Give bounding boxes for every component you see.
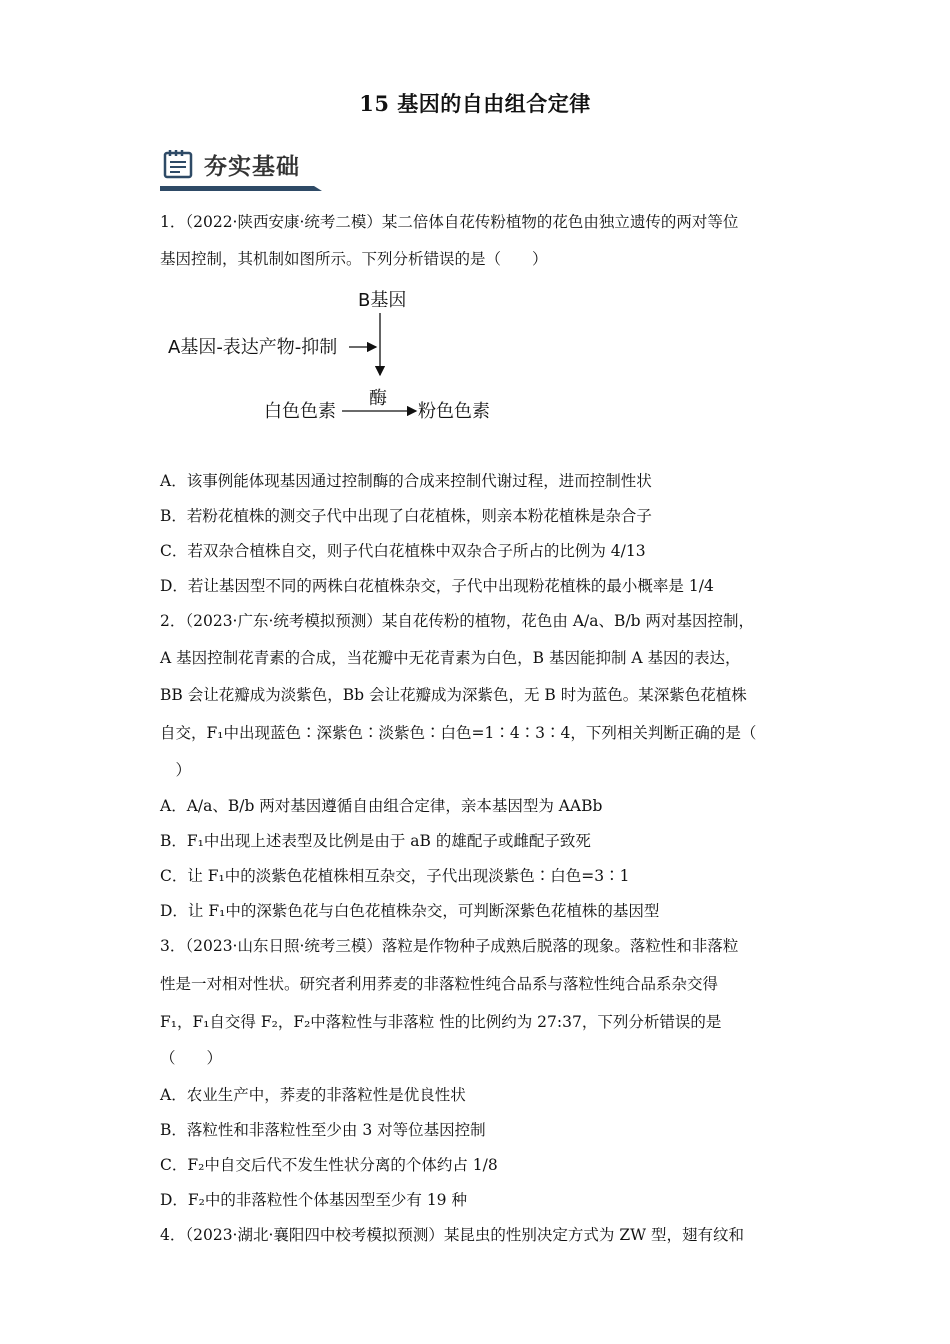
q1-option-c: C．若双杂合植株自交，则子代白花植株中双杂合子所占的比例为 4/13 (160, 542, 646, 560)
question-2-line-1: 2．（2023·广东·统考模拟预测）某自花传粉的植物，花色由 A/a、B/b 两对基因控制， (160, 612, 754, 630)
b-gene-label: B基因 (358, 290, 407, 311)
q3-option-c: C．F₂中自交后代不发生性状分离的个体约占 1/8 (160, 1156, 498, 1174)
question-2-line-4: 自交，F₁中出现蓝色∶深紫色∶淡紫色∶白色=1∶4∶3∶4，下列相关判断正确的是（ (160, 724, 757, 742)
q2-option-c: C．让 F₁中的淡紫色花植株相互杂交，子代出现淡紫色∶白色=3∶1 (160, 867, 630, 885)
q3-option-a: A．农业生产中，荞麦的非落粒性是优良性状 (160, 1086, 466, 1104)
question-3-line-1: 3．（2023·山东日照·统考三模）落粒是作物种子成熟后脱落的现象。落粒性和非落粒 (160, 937, 739, 955)
section-underline (160, 186, 322, 191)
a-gene-chain-label: A基因-表达产物-抑制 (168, 337, 338, 358)
question-3-line-3: F₁，F₁自交得 F₂，F₂中落粒性与非落粒 性的比例约为 27:37，下列分析错误的是 (160, 1013, 722, 1031)
question-4-line-1: 4．（2023·湖北·襄阳四中校考模拟预测）某昆虫的性别决定方式为 ZW 型，翅有纹和 (160, 1226, 744, 1244)
q3-option-b: B．落粒性和非落粒性至少由 3 对等位基因控制 (160, 1121, 486, 1139)
gene-mechanism-diagram (162, 283, 522, 433)
question-3-line-4: （ ） (160, 1049, 223, 1067)
q2-option-a: A．A/a、B/b 两对基因遵循自由组合定律，亲本基因型为 AABb (160, 797, 603, 815)
enzyme-label: 酶 (369, 388, 387, 409)
q2-option-b: B．F₁中出现上述表型及比例是由于 aB 的雄配子或雌配子致死 (160, 832, 591, 850)
question-2-line-5: ） (160, 761, 192, 779)
page-title: 15 基因的自由组合定律 (359, 91, 591, 116)
pink-pigment-label: 粉色色素 (418, 401, 490, 422)
question-1-line-2: 基因控制，其机制如图所示。下列分析错误的是（ ） (160, 250, 548, 268)
q1-option-a: A．该事例能体现基因通过控制酶的合成来控制代谢过程，进而控制性状 (160, 472, 652, 490)
section-label: 夯实基础 (204, 154, 300, 180)
q2-option-d: D．让 F₁中的深紫色花与白色花植株杂交，可判断深紫色花植株的基因型 (160, 902, 660, 920)
question-2-line-3: BB 会让花瓣成为淡紫色，Bb 会让花瓣成为深紫色，无 B 时为蓝色。某深紫色花植株 (160, 686, 747, 704)
section-banner (160, 146, 325, 194)
q1-option-d: D．若让基因型不同的两株白花植株杂交，子代中出现粉花植株的最小概率是 1/4 (160, 577, 714, 595)
q1-option-b: B．若粉花植株的测交子代中出现了白花植株，则亲本粉花植株是杂合子 (160, 507, 652, 525)
q3-option-d: D．F₂中的非落粒性个体基因型至少有 19 种 (160, 1191, 467, 1209)
question-1-line-1: 1．（2022·陕西安康·统考二模）某二倍体自花传粉植物的花色由独立遗传的两对等位 (160, 213, 739, 231)
white-pigment-label: 白色色素 (264, 401, 336, 422)
notepad-icon (162, 149, 196, 179)
question-3-line-2: 性是一对相对性状。研究者利用荞麦的非落粒性纯合品系与落粒性纯合品系杂交得 (160, 975, 719, 993)
question-2-line-2: A 基因控制花青素的合成，当花瓣中无花青素为白色，B 基因能抑制 A 基因的表达， (160, 649, 741, 667)
